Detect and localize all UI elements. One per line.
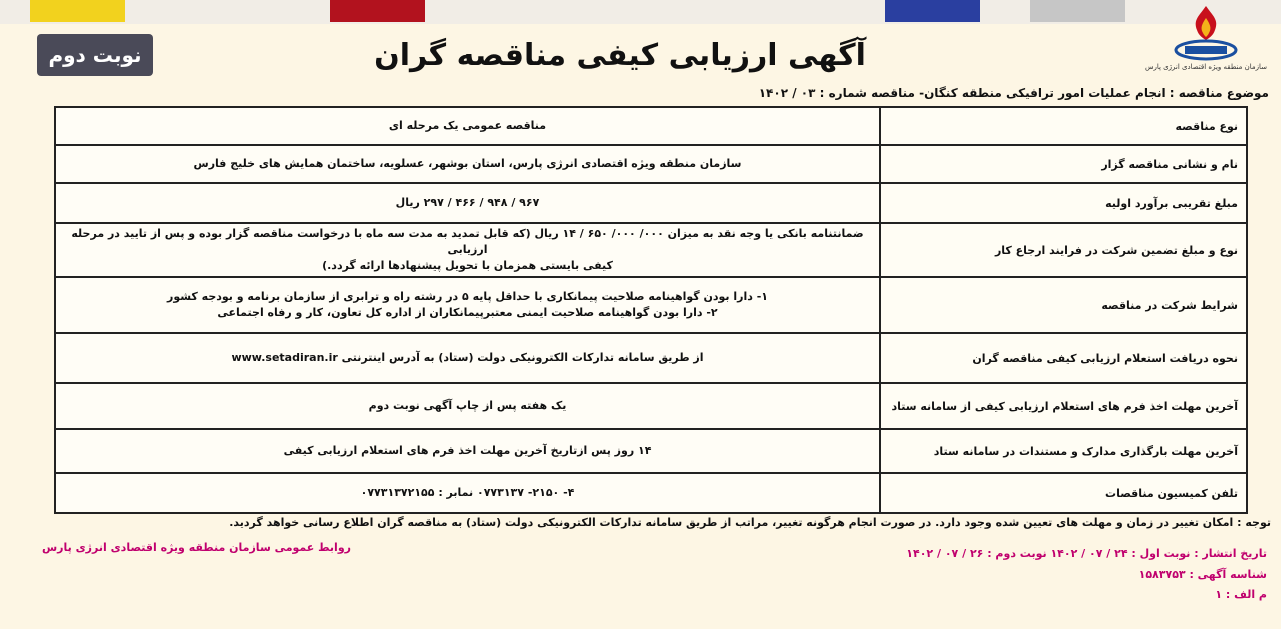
- row-value: یک هفته پس از چاپ آگهی نوبت دوم: [55, 383, 880, 429]
- row-label: نوع و مبلغ تضمین شرکت در فرایند ارجاع کار: [880, 223, 1247, 277]
- tender-info-table: [54, 106, 1248, 514]
- row-label: شرایط شرکت در مناقصه: [880, 277, 1247, 333]
- top-color-strip: [0, 0, 1281, 24]
- flame-icon: [1171, 4, 1241, 62]
- row-label: نام و نشانی مناقصه گزار: [880, 145, 1247, 183]
- table-row: [55, 473, 1247, 513]
- tender-subject: موضوع مناقصه : انجام عملیات امور ترافیکی منطقه کنگان- مناقصه شماره : ۰۳ / ۱۴۰۲: [758, 86, 1269, 100]
- row-label: نوع مناقصه: [880, 107, 1247, 145]
- page-title: آگهی ارزیابی کیفی مناقصه گران: [374, 38, 866, 73]
- row-label: مبلغ تقریبی برآورد اولیه: [880, 183, 1247, 223]
- row-value: [55, 277, 880, 333]
- row-label: نحوه دریافت استعلام ارزیابی کیفی مناقصه گران: [880, 333, 1247, 383]
- row-label: تلفن کمیسیون مناقصات: [880, 473, 1247, 513]
- ad-id: شناسه آگهی : ۱۵۸۳۷۵۳: [1138, 568, 1267, 581]
- edition-badge: نوبت دوم: [37, 34, 153, 76]
- row-label: آخرین مهلت اخذ فرم های استعلام ارزیابی کیفی از سامانه ستاد: [880, 383, 1247, 429]
- row-value: ۱۴ روز پس ازتاریخ آخرین مهلت اخذ فرم های استعلام ارزیابی کیفی: [55, 429, 880, 473]
- table-row: [55, 333, 1247, 383]
- value-line: ۱- دارا بودن گواهینامه صلاحیت پیمانکاری با حداقل پایه ۵ در رشته راه و ترابری از سازمان برنامه و بودجه کشور: [167, 290, 768, 303]
- publish-dates: تاریخ انتشار : نوبت اول : ۲۴ / ۰۷ / ۱۴۰۲ نوبت دوم : ۲۶ / ۰۷ / ۱۴۰۲: [906, 547, 1267, 560]
- ad-code: م الف : ۱: [1215, 588, 1267, 601]
- value-line: ۲- دارا بودن گواهینامه صلاحیت ایمنی معتبرپیمانکاران از اداره کل تعاون، کار و رفاه اجتماعی: [217, 306, 718, 319]
- table-row: [55, 277, 1247, 333]
- value-line: کیفی بایستی همزمان با تحویل پیشنهادها ارائه گردد.): [322, 259, 613, 272]
- yellow-block: [30, 0, 125, 22]
- table-row: [55, 383, 1247, 429]
- table-row: [55, 183, 1247, 223]
- row-value: سازمان منطقه ویژه اقتصادی انرژی پارس، استان بوشهر، عسلویه، ساختمان همایش های خلیج فارس: [55, 145, 880, 183]
- change-notice: توجه : امکان تغییر در زمان و مهلت های تعیین شده وجود دارد. در صورت انجام هرگونه تغییر، مراتب از طریق سامانه تدارکات الکترونیکی دولت (ستاد) به مناقصه گران اطلاع رسانی خواهد گردید.: [229, 516, 1271, 529]
- gray-block: [1030, 0, 1125, 22]
- row-value: [55, 223, 880, 277]
- row-label: آخرین مهلت بارگذاری مدارک و مستندات در سامانه ستاد: [880, 429, 1247, 473]
- table-row: [55, 107, 1247, 145]
- organization-logo: [1141, 4, 1271, 82]
- blue-block: [885, 0, 980, 22]
- table-row: [55, 429, 1247, 473]
- row-value: ۴- ۲۱۵۰- ۰۷۷۳۱۳۷ نمابر : ۰۷۷۳۱۳۷۲۱۵۵: [55, 473, 880, 513]
- row-value: از طریق سامانه تدارکات الکترونیکی دولت (ستاد) به آدرس اینترنتی www.setadiran.ir: [55, 333, 880, 383]
- row-value: مناقصه عمومی یک مرحله ای: [55, 107, 880, 145]
- logo-caption: سازمان منطقه ویژه اقتصادی انرژی پارس: [1144, 63, 1268, 71]
- value-line: ضمانتنامه بانکی یا وجه نقد به میزان ۰۰۰/ ۰۰۰/ ۶۵۰ / ۱۴ ریال (که قابل تمدید به مدت سه ماه با درخواست مناقصه گزار بوده و پس از تایید در مرحله ارزیابی: [71, 227, 864, 256]
- public-relations-signature: روابط عمومی سازمان منطقه ویژه اقتصادی انرژی پارس: [42, 541, 351, 554]
- table-row: [55, 223, 1247, 277]
- red-block: [330, 0, 425, 22]
- table-row: [55, 145, 1247, 183]
- row-value: ۹۶۷ / ۹۴۸ / ۴۶۶ / ۲۹۷ ریال: [55, 183, 880, 223]
